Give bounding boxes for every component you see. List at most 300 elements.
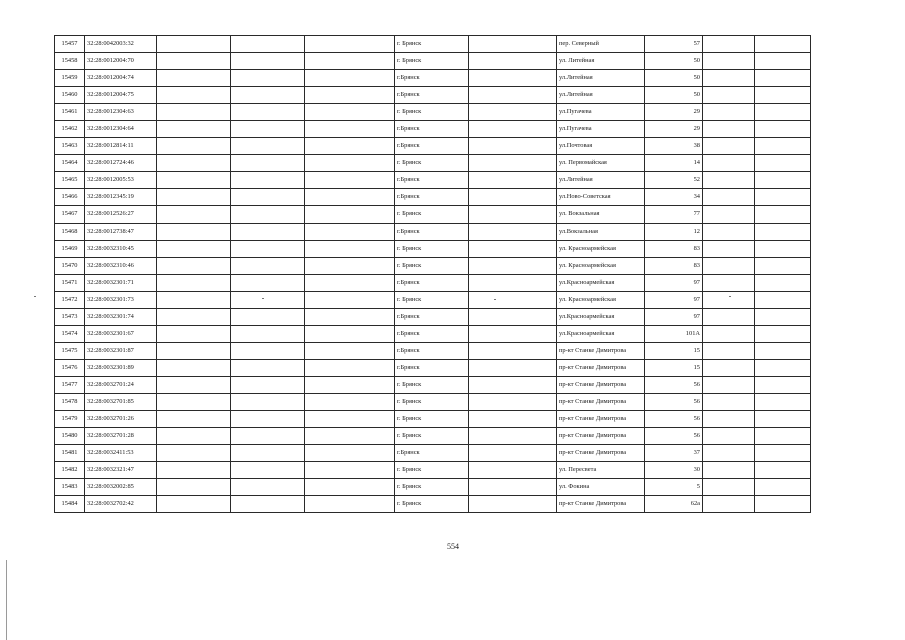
cell-empty bbox=[703, 342, 755, 359]
cell-street: пер. Северный bbox=[557, 36, 645, 53]
cell-empty bbox=[703, 70, 755, 87]
cell-empty bbox=[157, 223, 231, 240]
cell-empty bbox=[469, 53, 557, 70]
cell-empty bbox=[755, 70, 811, 87]
cell-city: г. Брянск bbox=[395, 53, 469, 70]
cell-empty bbox=[703, 291, 755, 308]
cell-cadastral-number: 32:28:0012814:11 bbox=[85, 138, 157, 155]
cell-house: 50 bbox=[645, 70, 703, 87]
cell-record-number: 15467 bbox=[55, 206, 85, 223]
cell-empty bbox=[469, 359, 557, 376]
cell-empty bbox=[703, 428, 755, 445]
cell-empty bbox=[305, 189, 395, 206]
cell-empty bbox=[469, 291, 557, 308]
cell-empty bbox=[755, 291, 811, 308]
cell-empty bbox=[231, 445, 305, 462]
cell-empty bbox=[231, 53, 305, 70]
table-row bbox=[55, 325, 811, 342]
cell-cadastral-number: 32:28:0012304:64 bbox=[85, 121, 157, 138]
cell-empty bbox=[157, 479, 231, 496]
cell-empty bbox=[305, 359, 395, 376]
cell-empty bbox=[231, 240, 305, 257]
table-row bbox=[55, 411, 811, 428]
cell-empty bbox=[755, 411, 811, 428]
cell-empty bbox=[703, 393, 755, 410]
cell-empty bbox=[157, 36, 231, 53]
cell-record-number: 15458 bbox=[55, 53, 85, 70]
table-row bbox=[55, 155, 811, 172]
cell-city: г.Брянск bbox=[395, 70, 469, 87]
cell-empty bbox=[305, 274, 395, 291]
cell-street: ул.Литейная bbox=[557, 87, 645, 104]
cell-empty bbox=[703, 138, 755, 155]
cell-empty bbox=[703, 274, 755, 291]
cell-record-number: 15462 bbox=[55, 121, 85, 138]
cell-empty bbox=[305, 257, 395, 274]
cell-record-number: 15482 bbox=[55, 462, 85, 479]
cell-street: ул.Литейная bbox=[557, 70, 645, 87]
cell-empty bbox=[231, 172, 305, 189]
cell-empty bbox=[469, 462, 557, 479]
cell-empty bbox=[157, 240, 231, 257]
cell-empty bbox=[469, 325, 557, 342]
cell-cadastral-number: 32:28:0032321:47 bbox=[85, 462, 157, 479]
cell-cadastral-number: 32:28:0032310:46 bbox=[85, 257, 157, 274]
cell-empty bbox=[755, 104, 811, 121]
cell-empty bbox=[755, 274, 811, 291]
cell-street: пр-кт Станке Димитрова bbox=[557, 359, 645, 376]
cell-cadastral-number: 32:28:0032301:74 bbox=[85, 308, 157, 325]
cell-cadastral-number: 32:28:0032701:85 bbox=[85, 393, 157, 410]
cell-record-number: 15477 bbox=[55, 376, 85, 393]
cell-empty bbox=[305, 223, 395, 240]
table-row bbox=[55, 53, 811, 70]
cell-city: г.Брянск bbox=[395, 121, 469, 138]
table-row bbox=[55, 36, 811, 53]
table-row bbox=[55, 138, 811, 155]
cell-house: 52 bbox=[645, 172, 703, 189]
cell-empty bbox=[755, 223, 811, 240]
cell-empty bbox=[231, 223, 305, 240]
cell-street: ул.Литейная bbox=[557, 172, 645, 189]
cell-empty bbox=[755, 257, 811, 274]
table-row bbox=[55, 206, 811, 223]
cell-empty bbox=[703, 308, 755, 325]
cell-cadastral-number: 32:28:0012724:46 bbox=[85, 155, 157, 172]
cell-empty bbox=[703, 155, 755, 172]
cell-empty bbox=[157, 155, 231, 172]
cell-house: 50 bbox=[645, 53, 703, 70]
cell-empty bbox=[469, 206, 557, 223]
cell-empty bbox=[755, 359, 811, 376]
cell-street: ул. Первомайская bbox=[557, 155, 645, 172]
cell-empty bbox=[157, 325, 231, 342]
cell-empty bbox=[469, 87, 557, 104]
cell-street: пр-кт Станке Димитрова bbox=[557, 342, 645, 359]
cell-empty bbox=[703, 462, 755, 479]
cell-empty bbox=[305, 325, 395, 342]
cell-empty bbox=[755, 189, 811, 206]
cell-house: 56 bbox=[645, 376, 703, 393]
cell-record-number: 15465 bbox=[55, 172, 85, 189]
cell-record-number: 15484 bbox=[55, 496, 85, 513]
cell-empty bbox=[469, 445, 557, 462]
cell-empty bbox=[755, 138, 811, 155]
cell-empty bbox=[305, 376, 395, 393]
cell-empty bbox=[755, 342, 811, 359]
cell-house: 101А bbox=[645, 325, 703, 342]
cell-city: г. Брянск bbox=[395, 428, 469, 445]
cell-city: г. Брянск bbox=[395, 462, 469, 479]
cell-house: 12 bbox=[645, 223, 703, 240]
cell-city: г.Брянск bbox=[395, 138, 469, 155]
cell-empty bbox=[157, 342, 231, 359]
cell-cadastral-number: 32:28:0032310:45 bbox=[85, 240, 157, 257]
cell-empty bbox=[703, 172, 755, 189]
table-row bbox=[55, 393, 811, 410]
cell-city: г.Брянск bbox=[395, 308, 469, 325]
cell-empty bbox=[755, 325, 811, 342]
cell-empty bbox=[755, 172, 811, 189]
cell-empty bbox=[703, 206, 755, 223]
cell-house: 34 bbox=[645, 189, 703, 206]
cell-empty bbox=[157, 291, 231, 308]
cell-empty bbox=[305, 342, 395, 359]
page-number: 554 bbox=[447, 542, 459, 551]
registry-table bbox=[54, 35, 811, 513]
cell-street: пр-кт Станке Димитрова bbox=[557, 376, 645, 393]
cell-empty bbox=[469, 428, 557, 445]
cell-empty bbox=[469, 223, 557, 240]
cell-empty bbox=[755, 376, 811, 393]
scan-edge-line bbox=[6, 560, 7, 640]
cell-empty bbox=[469, 411, 557, 428]
cell-cadastral-number: 32:28:0032301:73 bbox=[85, 291, 157, 308]
cell-empty bbox=[231, 376, 305, 393]
table-row bbox=[55, 428, 811, 445]
cell-empty bbox=[755, 308, 811, 325]
cell-record-number: 15463 bbox=[55, 138, 85, 155]
cell-empty bbox=[231, 206, 305, 223]
cell-cadastral-number: 32:28:0032002:85 bbox=[85, 479, 157, 496]
cell-empty bbox=[703, 479, 755, 496]
cell-street: ул.Вокзальная bbox=[557, 223, 645, 240]
cell-empty bbox=[157, 189, 231, 206]
scan-speck bbox=[34, 296, 36, 297]
cell-empty bbox=[231, 87, 305, 104]
cell-street: пр-кт Станке Димитрова bbox=[557, 428, 645, 445]
cell-city: г. Брянск bbox=[395, 376, 469, 393]
cell-empty bbox=[305, 496, 395, 513]
cell-street: ул. Красноармейская bbox=[557, 240, 645, 257]
cell-house: 97 bbox=[645, 308, 703, 325]
cell-empty bbox=[469, 189, 557, 206]
cell-record-number: 15469 bbox=[55, 240, 85, 257]
table-row bbox=[55, 308, 811, 325]
cell-empty bbox=[231, 359, 305, 376]
cell-house: 14 bbox=[645, 155, 703, 172]
cell-street: ул. Красноармейская bbox=[557, 291, 645, 308]
cell-record-number: 15470 bbox=[55, 257, 85, 274]
table-row bbox=[55, 189, 811, 206]
cell-empty bbox=[157, 393, 231, 410]
cell-empty bbox=[469, 308, 557, 325]
cell-empty bbox=[469, 240, 557, 257]
cell-record-number: 15461 bbox=[55, 104, 85, 121]
cell-street: ул. Пересвета bbox=[557, 462, 645, 479]
cell-empty bbox=[755, 479, 811, 496]
cell-house: 83 bbox=[645, 257, 703, 274]
table-row bbox=[55, 479, 811, 496]
cell-empty bbox=[231, 325, 305, 342]
cell-empty bbox=[157, 274, 231, 291]
cell-cadastral-number: 32:28:0032701:28 bbox=[85, 428, 157, 445]
cell-empty bbox=[231, 308, 305, 325]
cell-empty bbox=[231, 155, 305, 172]
cell-house: 77 bbox=[645, 206, 703, 223]
cell-empty bbox=[469, 104, 557, 121]
cell-cadastral-number: 32:28:0012304:63 bbox=[85, 104, 157, 121]
scan-speck bbox=[729, 296, 731, 297]
cell-city: г.Брянск bbox=[395, 359, 469, 376]
cell-city: г. Брянск bbox=[395, 479, 469, 496]
cell-house: 5 bbox=[645, 479, 703, 496]
cell-empty bbox=[469, 496, 557, 513]
cell-empty bbox=[157, 359, 231, 376]
cell-empty bbox=[469, 36, 557, 53]
table-row bbox=[55, 376, 811, 393]
cell-empty bbox=[157, 462, 231, 479]
table-row bbox=[55, 257, 811, 274]
cell-empty bbox=[231, 496, 305, 513]
cell-city: г.Брянск bbox=[395, 189, 469, 206]
cell-city: г. Брянск bbox=[395, 155, 469, 172]
cell-street: ул. Вокзальная bbox=[557, 206, 645, 223]
cell-city: г.Брянск bbox=[395, 325, 469, 342]
cell-empty bbox=[703, 240, 755, 257]
cell-cadastral-number: 32:28:0012738:47 bbox=[85, 223, 157, 240]
cell-empty bbox=[305, 411, 395, 428]
table-row bbox=[55, 342, 811, 359]
cell-city: г.Брянск bbox=[395, 172, 469, 189]
cell-empty bbox=[703, 496, 755, 513]
cell-empty bbox=[703, 104, 755, 121]
cell-empty bbox=[231, 479, 305, 496]
cell-record-number: 15480 bbox=[55, 428, 85, 445]
cell-record-number: 15474 bbox=[55, 325, 85, 342]
cell-cadastral-number: 32:28:0042003:32 bbox=[85, 36, 157, 53]
cell-empty bbox=[469, 376, 557, 393]
cell-house: 15 bbox=[645, 342, 703, 359]
cell-cadastral-number: 32:28:0032701:24 bbox=[85, 376, 157, 393]
cell-cadastral-number: 32:28:0012004:70 bbox=[85, 53, 157, 70]
cell-house: 29 bbox=[645, 104, 703, 121]
cell-cadastral-number: 32:28:0012005:53 bbox=[85, 172, 157, 189]
cell-house: 57 bbox=[645, 36, 703, 53]
cell-empty bbox=[231, 121, 305, 138]
cell-cadastral-number: 32:28:0012345:19 bbox=[85, 189, 157, 206]
cell-empty bbox=[157, 206, 231, 223]
cell-empty bbox=[469, 479, 557, 496]
cell-cadastral-number: 32:28:0032702:42 bbox=[85, 496, 157, 513]
cell-empty bbox=[305, 87, 395, 104]
cell-empty bbox=[157, 121, 231, 138]
cell-empty bbox=[305, 206, 395, 223]
cell-empty bbox=[755, 445, 811, 462]
cell-empty bbox=[755, 462, 811, 479]
cell-house: 56 bbox=[645, 411, 703, 428]
cell-empty bbox=[157, 70, 231, 87]
cell-empty bbox=[703, 87, 755, 104]
cell-record-number: 15471 bbox=[55, 274, 85, 291]
cell-empty bbox=[305, 155, 395, 172]
table-row bbox=[55, 172, 811, 189]
cell-empty bbox=[305, 445, 395, 462]
cell-empty bbox=[755, 155, 811, 172]
table-row bbox=[55, 70, 811, 87]
cell-cadastral-number: 32:28:0032301:87 bbox=[85, 342, 157, 359]
cell-record-number: 15472 bbox=[55, 291, 85, 308]
table-row bbox=[55, 462, 811, 479]
cell-house: 38 bbox=[645, 138, 703, 155]
cell-house: 37 bbox=[645, 445, 703, 462]
cell-empty bbox=[305, 138, 395, 155]
cell-city: г.Брянск bbox=[395, 342, 469, 359]
cell-empty bbox=[305, 462, 395, 479]
cell-empty bbox=[231, 104, 305, 121]
cell-city: г.Брянск bbox=[395, 87, 469, 104]
cell-empty bbox=[755, 53, 811, 70]
table-row bbox=[55, 445, 811, 462]
cell-cadastral-number: 32:28:0012004:75 bbox=[85, 87, 157, 104]
cell-empty bbox=[305, 291, 395, 308]
cell-record-number: 15464 bbox=[55, 155, 85, 172]
cell-empty bbox=[157, 104, 231, 121]
cell-empty bbox=[469, 342, 557, 359]
cell-city: г.Брянск bbox=[395, 445, 469, 462]
cell-empty bbox=[755, 496, 811, 513]
cell-cadastral-number: 32:28:0032301:67 bbox=[85, 325, 157, 342]
cell-empty bbox=[703, 36, 755, 53]
table-row bbox=[55, 291, 811, 308]
cell-record-number: 15479 bbox=[55, 411, 85, 428]
cell-house: 62а bbox=[645, 496, 703, 513]
cell-cadastral-number: 32:28:0032411:53 bbox=[85, 445, 157, 462]
cell-city: г. Брянск bbox=[395, 496, 469, 513]
cell-house: 29 bbox=[645, 121, 703, 138]
cell-empty bbox=[703, 325, 755, 342]
cell-empty bbox=[231, 393, 305, 410]
cell-empty bbox=[231, 428, 305, 445]
cell-empty bbox=[703, 376, 755, 393]
cell-cadastral-number: 32:28:0032701:26 bbox=[85, 411, 157, 428]
cell-cadastral-number: 32:28:0012004:74 bbox=[85, 70, 157, 87]
cell-street: ул. Красноармейская bbox=[557, 257, 645, 274]
cell-empty bbox=[703, 189, 755, 206]
cell-empty bbox=[305, 172, 395, 189]
cell-house: 56 bbox=[645, 393, 703, 410]
cell-empty bbox=[231, 257, 305, 274]
cell-city: г.Брянск bbox=[395, 223, 469, 240]
table-row bbox=[55, 274, 811, 291]
cell-house: 30 bbox=[645, 462, 703, 479]
cell-empty bbox=[231, 291, 305, 308]
table-row bbox=[55, 87, 811, 104]
cell-empty bbox=[703, 223, 755, 240]
cell-empty bbox=[231, 138, 305, 155]
cell-empty bbox=[703, 257, 755, 274]
cell-empty bbox=[157, 308, 231, 325]
cell-empty bbox=[755, 36, 811, 53]
cell-record-number: 15459 bbox=[55, 70, 85, 87]
cell-street: пр-кт Станке Димитрова bbox=[557, 445, 645, 462]
cell-empty bbox=[157, 411, 231, 428]
cell-empty bbox=[157, 138, 231, 155]
cell-record-number: 15466 bbox=[55, 189, 85, 206]
cell-empty bbox=[305, 428, 395, 445]
cell-empty bbox=[469, 70, 557, 87]
cell-empty bbox=[305, 240, 395, 257]
cell-empty bbox=[703, 411, 755, 428]
cell-city: г. Брянск bbox=[395, 291, 469, 308]
table-row bbox=[55, 359, 811, 376]
table-row bbox=[55, 104, 811, 121]
cell-empty bbox=[157, 428, 231, 445]
cell-house: 97 bbox=[645, 291, 703, 308]
table-row bbox=[55, 121, 811, 138]
cell-empty bbox=[231, 274, 305, 291]
cell-empty bbox=[755, 393, 811, 410]
table-row bbox=[55, 496, 811, 513]
cell-empty bbox=[231, 189, 305, 206]
cell-city: г. Брянск bbox=[395, 104, 469, 121]
scan-speck bbox=[262, 298, 264, 299]
cell-city: г. Брянск bbox=[395, 257, 469, 274]
table-row bbox=[55, 240, 811, 257]
cell-city: г. Брянск bbox=[395, 393, 469, 410]
cell-record-number: 15457 bbox=[55, 36, 85, 53]
cell-empty bbox=[755, 87, 811, 104]
cell-empty bbox=[231, 342, 305, 359]
cell-street: ул.Красноармейская bbox=[557, 274, 645, 291]
cell-street: ул. Литейная bbox=[557, 53, 645, 70]
cell-cadastral-number: 32:28:0012526:27 bbox=[85, 206, 157, 223]
cell-empty bbox=[703, 53, 755, 70]
cell-street: ул.Пугачева bbox=[557, 121, 645, 138]
cell-empty bbox=[231, 411, 305, 428]
cell-empty bbox=[157, 257, 231, 274]
cell-city: г. Брянск bbox=[395, 240, 469, 257]
table-row bbox=[55, 223, 811, 240]
cell-empty bbox=[469, 155, 557, 172]
cell-empty bbox=[157, 87, 231, 104]
cell-empty bbox=[157, 496, 231, 513]
cell-street: ул.Красноармейская bbox=[557, 325, 645, 342]
cell-street: пр-кт Станке Димитрова bbox=[557, 496, 645, 513]
cell-empty bbox=[755, 240, 811, 257]
cell-city: г. Брянск bbox=[395, 36, 469, 53]
cell-city: г.Брянск bbox=[395, 274, 469, 291]
cell-city: г. Брянск bbox=[395, 206, 469, 223]
cell-empty bbox=[305, 479, 395, 496]
cell-empty bbox=[305, 308, 395, 325]
cell-street: ул.Красноармейская bbox=[557, 308, 645, 325]
cell-empty bbox=[469, 393, 557, 410]
cell-record-number: 15473 bbox=[55, 308, 85, 325]
cell-house: 97 bbox=[645, 274, 703, 291]
cell-record-number: 15460 bbox=[55, 87, 85, 104]
cell-street: ул. Фокина bbox=[557, 479, 645, 496]
